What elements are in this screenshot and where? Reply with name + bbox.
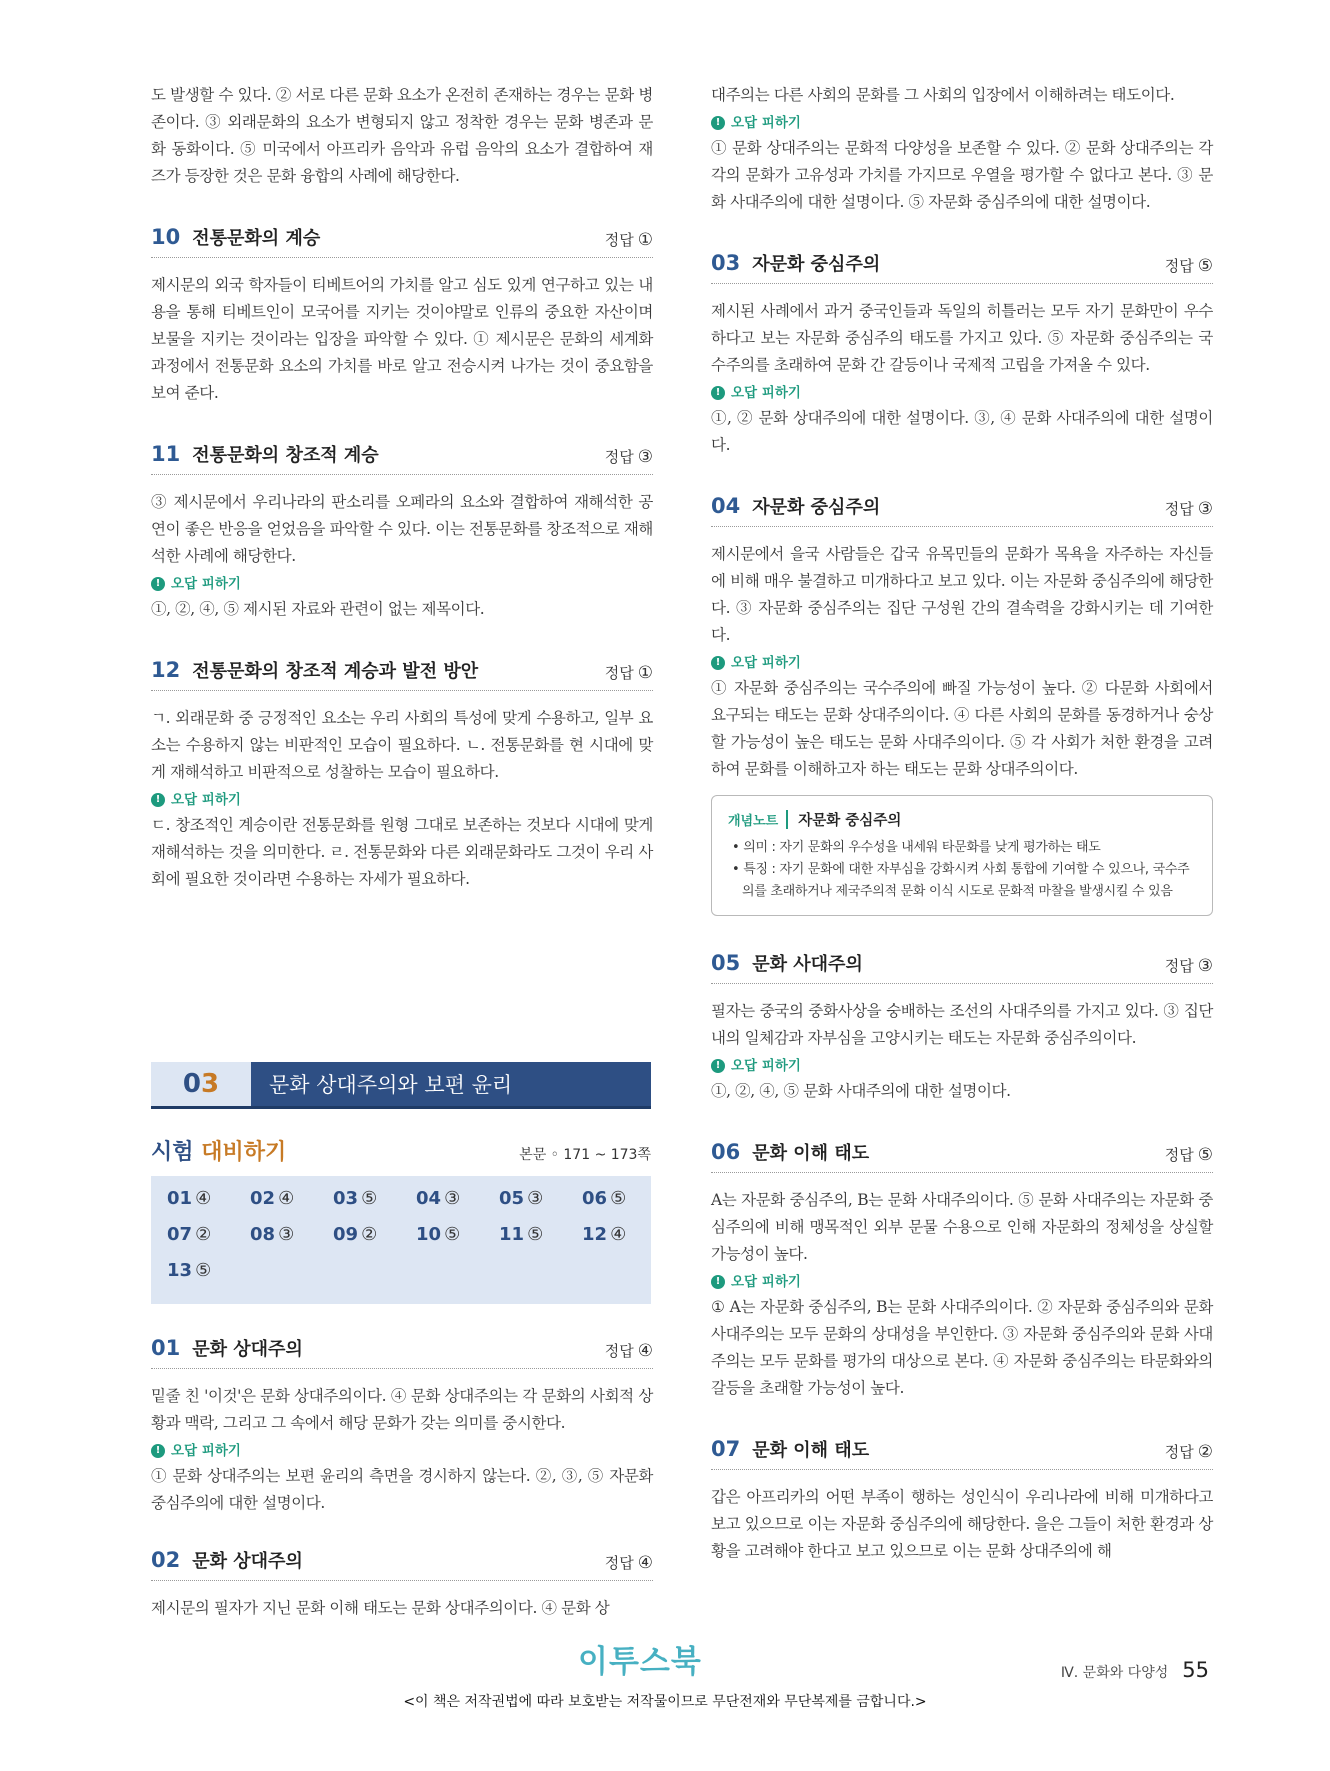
question-02-explanation: 제시문의 필자가 지닌 문화 이해 태도는 문화 상대주의이다. ④ 문화 상: [151, 1599, 610, 1617]
question-12-odap: ㄷ. 창조적인 계승이란 전통문화를 원형 그대로 보존하는 것보다 시대에 맞게 재해석하는 것을 의미한다. ㄹ. 전통문화와 다른 외래문화라도 그것이 우리 사회에 필요한 것이라면 수용하는 자세가 필요하다.: [151, 816, 653, 888]
question-06-odap: ① A는 자문화 중심주의, B는 문화 사대주의이다. ② 자문화 중심주의와 문화 사대주의는 모두 문화의 상대성을 부인한다. ③ 자문화 중심주의와 문화 사대주의는 모두 문화를 평가의 대상으로 본다. ④ 자문화 중심주의는 타문화와의 갈등을 초래할 가능성이 높다.: [711, 1298, 1213, 1397]
question-11-header: [151, 441, 653, 475]
question-06-explanation: A는 자문화 중심주의, B는 문화 사대주의이다. ⑤ 문화 사대주의는 자문화 중심주의에 비해 맹목적인 외부 문물 수용으로 인해 자문화의 정체성을 상실할 가능성이 높다.: [711, 1191, 1213, 1263]
odap-heading: ! 오답 피하기: [711, 651, 1213, 675]
concept-note-box: [711, 795, 1213, 916]
odap-heading: ! 오답 피하기: [711, 111, 1213, 135]
question-title: 전통문화의 창조적 계승과 발전 방안: [192, 661, 479, 682]
section-number: 0 3: [151, 1062, 251, 1106]
answer-key-item: 02 ④: [250, 1188, 295, 1209]
exclamation-icon: !: [151, 577, 165, 591]
answer-label: 정답 ④: [604, 1553, 653, 1573]
answer-key-item: 07 ②: [167, 1224, 212, 1245]
question-number: 01: [151, 1336, 181, 1360]
exclamation-icon: !: [711, 1275, 725, 1289]
chapter-label: Ⅳ. 문화와 다양성: [1060, 1665, 1169, 1681]
copyright-notice: <이 책은 저작권법에 따라 보호받는 저작물이므로 무단전재와 무단복제를 금합니다.>: [403, 1694, 927, 1710]
question-title: 자문화 중심주의: [752, 497, 881, 518]
answer-label: 정답 ③: [604, 447, 653, 467]
question-title: 전통문화의 창조적 계승: [192, 445, 379, 466]
right-column: [711, 82, 1213, 1565]
answer-key-item: 06 ⑤: [582, 1188, 627, 1209]
question-title: 문화 사대주의: [752, 954, 863, 975]
answer-key-item: 08 ③: [250, 1224, 295, 1245]
question-title: 전통문화의 계승: [192, 228, 321, 249]
exclamation-icon: !: [711, 116, 725, 130]
question-07-header: [711, 1436, 1213, 1470]
question-number: 03: [711, 251, 741, 275]
odap-heading: ! 오답 피하기: [151, 572, 653, 596]
exclamation-icon: !: [711, 656, 725, 670]
right-intro-text: 대주의는 다른 사회의 문화를 그 사회의 입장에서 이해하려는 태도이다.: [711, 86, 1175, 104]
question-02-odap: ① 문화 상대주의는 문화적 다양성을 보존할 수 있다. ② 문화 상대주의는 각각의 문화가 고유성과 가치를 가지므로 우열을 평가할 수 없다고 본다. ③ 문화 사대주의에 대한 설명이다. ⑤ 자문화 중심주의에 대한 설명이다.: [711, 139, 1213, 211]
answer-key-item: 10 ⑤: [416, 1224, 461, 1245]
concept-note-meaning: • 의미 : 자기 문화의 우수성을 내세워 타문화를 낮게 평가하는 태도: [732, 840, 1101, 855]
question-number: 02: [151, 1548, 181, 1572]
page-reference: 본문 ◦ 171 ~ 173쪽: [519, 1147, 651, 1163]
odap-heading: ! 오답 피하기: [711, 1054, 1213, 1078]
question-05-explanation: 필자는 중국의 중화사상을 숭배하는 조선의 사대주의를 가지고 있다. ③ 집단 내의 일체감과 자부심을 고양시키는 태도는 자문화 중심주의이다.: [711, 1002, 1213, 1047]
answer-key-item: 12 ④: [582, 1224, 627, 1245]
exclamation-icon: !: [151, 793, 165, 807]
publisher-logo: 이투스북: [578, 1644, 702, 1680]
answer-key-item: 04 ③: [416, 1188, 461, 1209]
answer-label: 정답 ②: [1164, 1442, 1213, 1462]
question-02-header: [151, 1547, 653, 1581]
question-title: 문화 상대주의: [192, 1339, 303, 1360]
exclamation-icon: !: [711, 386, 725, 400]
concept-note-feature: • 특징 : 자기 문화에 대한 자부심을 강화시켜 사회 통합에 기여할 수 있으나, 국수주의를 초래하거나 제국주의적 문화 이식 시도로 문화적 마찰을 발생시킬 수 있음: [732, 862, 1190, 899]
odap-heading: ! 오답 피하기: [151, 1439, 653, 1463]
concept-note-tag: 개념노트: [728, 810, 788, 829]
answer-key-item: 11 ⑤: [499, 1224, 544, 1245]
question-number: 11: [151, 442, 181, 466]
question-number: 04: [711, 494, 741, 518]
question-10-header: [151, 224, 653, 258]
question-title: 자문화 중심주의: [752, 254, 881, 275]
answer-key-item: 09 ②: [333, 1224, 378, 1245]
answer-label: 정답 ①: [604, 663, 653, 683]
exclamation-icon: !: [151, 1444, 165, 1458]
exclamation-icon: !: [711, 1059, 725, 1073]
answer-key-item: 05 ③: [499, 1188, 544, 1209]
answer-key-grid: [151, 1176, 651, 1304]
question-03-header: [711, 250, 1213, 284]
question-04-header: [711, 493, 1213, 527]
answer-key-item: 13 ⑤: [167, 1260, 212, 1281]
answer-key-item: 03 ⑤: [333, 1188, 378, 1209]
question-05-odap: ①, ②, ④, ⑤ 문화 사대주의에 대한 설명이다.: [711, 1082, 1011, 1100]
question-11-explanation: ③ 제시문에서 우리나라의 판소리를 오페라의 요소와 결합하여 재해석한 공연이 좋은 반응을 얻었음을 파악할 수 있다. 이는 전통문화를 창조적으로 재해석한 사례에 해당한다.: [151, 493, 653, 565]
question-01-odap: ① 문화 상대주의는 보편 윤리의 측면을 경시하지 않는다. ②, ③, ⑤ 자문화 중심주의에 대한 설명이다.: [151, 1467, 653, 1512]
section-banner: [151, 1062, 651, 1109]
left-intro-text: 도 발생할 수 있다. ② 서로 다른 문화 요소가 온전히 존재하는 경우는 문화 병존이다. ③ 외래문화의 요소가 변형되지 않고 정착한 경우는 문화 병존과 문화 동화이다. ⑤ 미국에서 아프리카 음악과 유럽 음악의 요소가 결합하여 재즈가 등장한 것은 문화 융합의 사례에 해당한다.: [151, 86, 653, 185]
question-12-explanation: ㄱ. 외래문화 중 긍정적인 요소는 우리 사회의 특성에 맞게 수용하고, 일부 요소는 수용하지 않는 비판적인 모습이 필요하다. ㄴ. 전통문화를 현 시대에 맞게 재해석하고 비판적으로 성찰하는 모습이 필요하다.: [151, 709, 653, 781]
answer-label: 정답 ③: [1164, 499, 1213, 519]
question-05-header: [711, 950, 1213, 984]
question-12-header: [151, 657, 653, 691]
question-number: 07: [711, 1437, 741, 1461]
question-04-explanation: 제시문에서 을국 사람들은 갑국 유목민들의 문화가 목욕을 자주하는 자신들에 비해 매우 불결하고 미개하다고 보고 있다. 이는 자문화 중심주의에 해당한다. ③ 자문화 중심주의는 집단 구성원 간의 결속력을 강화시키는 데 기여한다.: [711, 545, 1213, 644]
answer-label: 정답 ①: [604, 230, 653, 250]
page-number: 55: [1182, 1658, 1209, 1682]
answer-label: 정답 ⑤: [1164, 256, 1213, 276]
question-03-explanation: 제시된 사례에서 과거 중국인들과 독일의 히틀러는 모두 자기 문화만이 우수하다고 보는 자문화 중심주의 태도를 가지고 있다. ⑤ 자문화 중심주의는 국수주의를 초래하여 문화 간 갈등이나 국제적 고립을 가져올 수 있다.: [711, 302, 1213, 374]
question-03-odap: ①, ② 문화 상대주의에 대한 설명이다. ③, ④ 문화 사대주의에 대한 설명이다.: [711, 409, 1213, 454]
answer-label: 정답 ③: [1164, 956, 1213, 976]
question-04-odap: ① 자문화 중심주의는 국수주의에 빠질 가능성이 높다. ② 다문화 사회에서 요구되는 태도는 문화 상대주의이다. ④ 다른 사회의 문화를 동경하거나 숭상할 가능성이 높은 태도는 문화 사대주의이다. ⑤ 각 사회가 처한 환경을 고려하여 문화를 이해하고자 하는 태도는 문화 상대주의이다.: [711, 679, 1213, 778]
question-06-header: [711, 1139, 1213, 1173]
odap-heading: ! 오답 피하기: [711, 381, 1213, 405]
exam-prep-title: 시험 대비하기: [151, 1140, 287, 1165]
left-column: [151, 82, 653, 893]
question-01-explanation: 밑줄 친 '이것'은 문화 상대주의이다. ④ 문화 상대주의는 각 문화의 사회적 상황과 맥락, 그리고 그 속에서 해당 문화가 갖는 의미를 중시한다.: [151, 1387, 653, 1432]
question-01-header: [151, 1335, 653, 1369]
answer-label: 정답 ④: [604, 1341, 653, 1361]
exam-prep-header: [151, 1135, 651, 1166]
section-title: 문화 상대주의와 보편 윤리: [269, 1073, 513, 1097]
question-number: 12: [151, 658, 181, 682]
answer-label: 정답 ⑤: [1164, 1145, 1213, 1165]
question-title: 문화 상대주의: [192, 1551, 303, 1572]
question-10-explanation: 제시문의 외국 학자들이 티베트어의 가치를 알고 심도 있게 연구하고 있는 내용을 통해 티베트인이 모국어를 지키는 것이야말로 인류의 중요한 자산이며 보물을 지키는 것이라는 입장을 파악할 수 있다. ① 제시문은 문화의 세계화 과정에서 전통문화 요소의 가치를 바로 알고 전승시켜 나가는 것이 중요함을 보여 준다.: [151, 276, 653, 402]
concept-note-title: 자문화 중심주의: [798, 813, 902, 829]
question-number: 10: [151, 225, 181, 249]
question-number: 06: [711, 1140, 741, 1164]
odap-heading: ! 오답 피하기: [711, 1270, 1213, 1294]
question-07-explanation: 갑은 아프리카의 어떤 부족이 행하는 성인식이 우리나라에 비해 미개하다고 보고 있으므로 이는 자문화 중심주의에 해당한다. 을은 그들이 처한 환경과 상황을 고려해야 한다고 보고 있으므로 이는 문화 상대주의에 해: [711, 1488, 1213, 1560]
lower-left-column: [151, 1335, 653, 1622]
odap-heading: ! 오답 피하기: [151, 788, 653, 812]
question-title: 문화 이해 태도: [752, 1143, 870, 1164]
question-title: 문화 이해 태도: [752, 1440, 870, 1461]
page-footer: [1061, 1658, 1209, 1682]
question-number: 05: [711, 951, 741, 975]
answer-key-item: 01 ④: [167, 1188, 212, 1209]
question-11-odap: ①, ②, ④, ⑤ 제시된 자료와 관련이 없는 제목이다.: [151, 600, 485, 618]
